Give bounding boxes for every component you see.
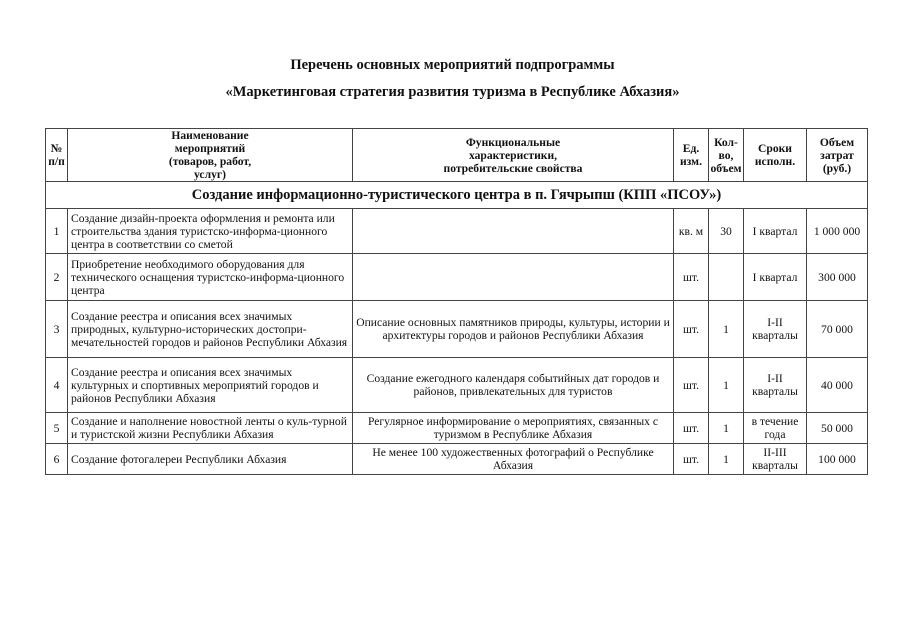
header-features: Функциональные характеристики, потребительские свойства [353, 129, 674, 182]
row-num: 1 [46, 209, 68, 254]
section-title: Создание информационно-туристического центра в п. Гячрыпш (КПП «ПСОУ») [46, 182, 868, 209]
row-name: Приобретение необходимого оборудования для технического оснащения туристско-информа-ционного центра [68, 254, 353, 301]
header-name: Наименование мероприятий (товаров, работ, услуг) [68, 129, 353, 182]
row-features: Описание основных памятников природы, культуры, истории и архитектуры городов и районов Республики Абхазия [353, 301, 674, 358]
row-cost: 50 000 [807, 413, 868, 444]
document-title: Перечень основных мероприятий подпрограммы [290, 57, 615, 73]
row-qty [709, 254, 744, 301]
row-term: I-II кварталы [744, 358, 807, 413]
row-name: Создание реестра и описания всех значимых природных, культурно-исторических достопри-мечательностей городов и районов Республики Абхазия [68, 301, 353, 358]
row-qty: 30 [709, 209, 744, 254]
table-row [46, 413, 868, 444]
row-cost: 40 000 [807, 358, 868, 413]
header-qty: Кол-во, объем [709, 129, 744, 182]
section-row [46, 182, 868, 209]
row-num: 4 [46, 358, 68, 413]
row-term: I квартал [744, 254, 807, 301]
header-cost: Объем затрат (руб.) [807, 129, 868, 182]
row-features [353, 209, 674, 254]
row-features: Создание ежегодного календаря событийных дат городов и районов, привлекательных для туристов [353, 358, 674, 413]
row-num: 5 [46, 413, 68, 444]
table-row [46, 358, 868, 413]
row-unit: шт. [674, 254, 709, 301]
activities-table [45, 128, 868, 475]
table-row [46, 301, 868, 358]
row-unit: шт. [674, 413, 709, 444]
row-term: I-II кварталы [744, 301, 807, 358]
row-num: 6 [46, 444, 68, 475]
header-unit: Ед. изм. [674, 129, 709, 182]
row-features: Не менее 100 художественных фотографий о Республике Абхазия [353, 444, 674, 475]
row-num: 2 [46, 254, 68, 301]
row-cost: 70 000 [807, 301, 868, 358]
row-num: 3 [46, 301, 68, 358]
row-unit: кв. м [674, 209, 709, 254]
row-qty: 1 [709, 358, 744, 413]
row-term: I квартал [744, 209, 807, 254]
row-features [353, 254, 674, 301]
row-name: Создание дизайн-проекта оформления и ремонта или строительства здания туристско-информа-ционного центра в соответствии со сметой [68, 209, 353, 254]
row-name: Создание фотогалереи Республики Абхазия [68, 444, 353, 475]
row-unit: шт. [674, 301, 709, 358]
header-term: Сроки исполн. [744, 129, 807, 182]
row-cost: 100 000 [807, 444, 868, 475]
table-row [46, 209, 868, 254]
row-qty: 1 [709, 413, 744, 444]
row-unit: шт. [674, 358, 709, 413]
row-cost: 300 000 [807, 254, 868, 301]
row-cost: 1 000 000 [807, 209, 868, 254]
row-unit: шт. [674, 444, 709, 475]
row-term: в течение года [744, 413, 807, 444]
row-qty: 1 [709, 301, 744, 358]
row-features: Регулярное информирование о мероприятиях, связанных с туризмом в Республике Абхазия [353, 413, 674, 444]
row-name: Создание реестра и описания всех значимых культурных и спортивных мероприятий городов и районов Республики Абхазия [68, 358, 353, 413]
header-row [46, 129, 868, 182]
table-row [46, 254, 868, 301]
row-name: Создание и наполнение новостной ленты о куль-турной и туристской жизни Республики Абхазия [68, 413, 353, 444]
document-subtitle: «Маркетинговая стратегия развития туризма в Республике Абхазия» [225, 84, 680, 100]
row-qty: 1 [709, 444, 744, 475]
table-row [46, 444, 868, 475]
header-num: № п/п [46, 129, 68, 182]
row-term: II-III кварталы [744, 444, 807, 475]
